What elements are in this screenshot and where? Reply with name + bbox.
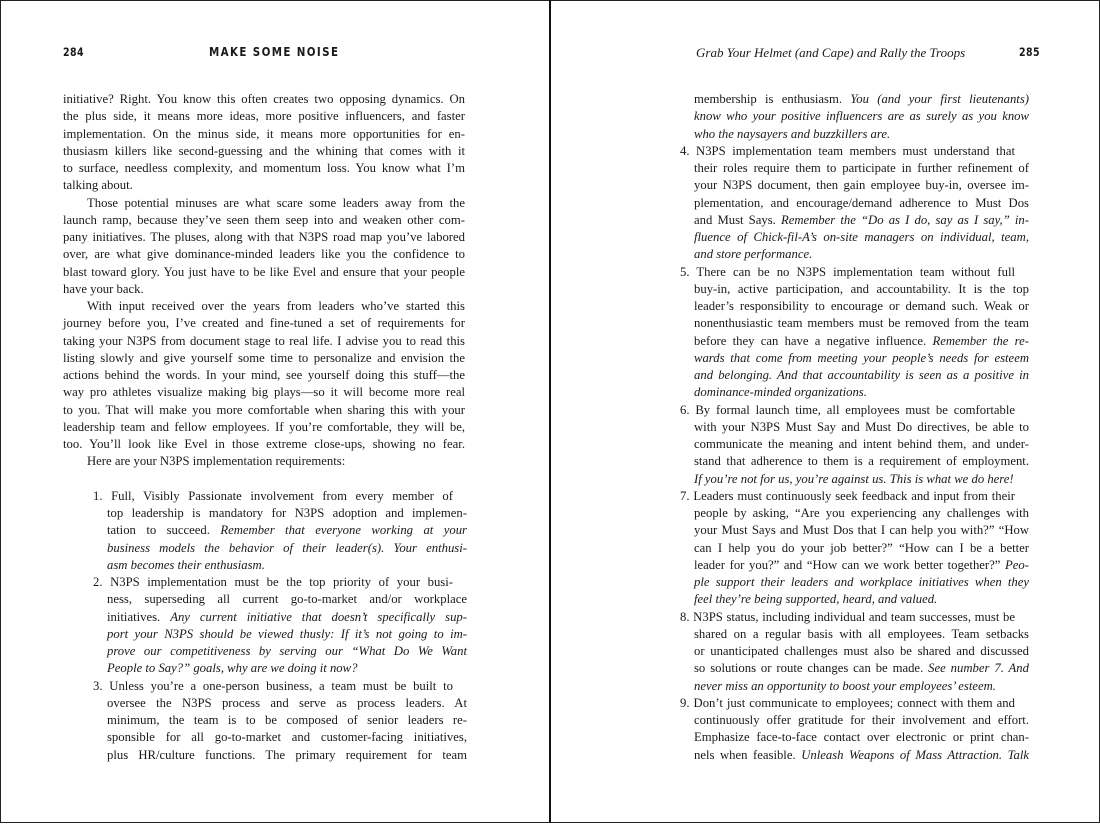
roman-text: communicate the meaning and intent behind them, and under- [694, 437, 1029, 451]
right-page [551, 0, 1100, 823]
text-line [680, 609, 1015, 626]
page-number-left: 284 [63, 45, 84, 59]
text-line [63, 229, 465, 246]
text-line [63, 436, 465, 453]
right-body-text [680, 91, 1030, 764]
text-line [680, 522, 1029, 539]
text-line [63, 126, 465, 143]
roman-text: initiative? Right. You know this often creates two opposing dynamics. On [63, 92, 465, 106]
text-line [63, 626, 467, 643]
roman-text: 3. Unless you’re a one-person business, a team must be built to [93, 678, 453, 693]
roman-text: Here are your N3PS implementation requirements: [87, 454, 346, 469]
roman-text: so solutions or route changes can be made. [694, 661, 929, 676]
text-line [63, 747, 467, 764]
text-line [63, 678, 453, 695]
roman-text: journey before you, I’ve created and fine-tuned a set of requirements for [63, 316, 465, 331]
roman-text: taking your N3PS from document stage to real life. I advise you to read this [63, 333, 465, 348]
italic-text: People to Say?” goals, why are we doing it now? [107, 661, 358, 676]
text-line [680, 712, 1029, 729]
text-line [63, 419, 465, 436]
italic-text: ple support their leaders and workplace initiatives when they [694, 575, 1029, 589]
roman-text: pany initiatives. The pluses, along with that N3PS road map you’ve labored [63, 230, 465, 244]
italic-text: asm becomes their enthusiasm. [107, 557, 265, 572]
italic-text: business models the behavior of their leader(s). Your enthusi- [107, 540, 467, 555]
roman-text: your N3PS document, then gain employee buy-in, oversee im- [694, 178, 1029, 193]
roman-text: with your N3PS Must Say and Must Do directives, be able to [694, 419, 1029, 434]
text-line [63, 591, 467, 608]
text-line [63, 281, 465, 298]
roman-text: have your back. [63, 281, 144, 296]
text-line [680, 678, 1029, 695]
italic-text: and belonging. And that accountability is seen as a positive in [694, 368, 1029, 382]
text-line [680, 574, 1029, 591]
text-line [680, 436, 1029, 453]
roman-text: nonenthusiastic team members must be removed from the team [694, 316, 1029, 331]
text-line [63, 660, 467, 677]
text-line [63, 298, 465, 315]
text-line [680, 729, 1029, 746]
text-line [63, 505, 467, 522]
roman-text: 9. Don’t just communicate to employees; connect with them and [680, 695, 1015, 710]
italic-text: See number 7. And [928, 661, 1029, 676]
text-line [680, 281, 1029, 298]
italic-text: fluence of Chick-fil-A’s on-site managers on individual, team, [694, 230, 1029, 244]
text-line [680, 246, 1029, 263]
text-line [680, 384, 1029, 401]
italic-text: Remember the “Do as I do, say as I say,” in- [780, 212, 1029, 227]
roman-text: stand that adherence to them is a requirement of employment. [694, 454, 1029, 469]
text-line [63, 540, 467, 557]
text-line [680, 660, 1029, 677]
text-line [63, 315, 465, 332]
italic-text: Unleash Weapons of Mass Attraction. Talk [801, 747, 1029, 762]
requirements-list-left [63, 488, 465, 764]
text-line [680, 471, 1029, 488]
italic-text: and store performance. [694, 247, 813, 262]
left-body-text [63, 91, 465, 764]
text-line [680, 229, 1029, 246]
roman-text: minimum, the team is to be composed of senior leaders re- [107, 713, 467, 727]
text-line [680, 160, 1029, 177]
text-line [680, 591, 1029, 608]
roman-text: thusiasm killers like second-guessing and the whining that comes with it [63, 143, 465, 158]
italic-text: You (and your first lieutenants) [850, 92, 1029, 106]
text-line [63, 350, 465, 367]
roman-text: 7. Leaders must continuously seek feedback and input from their [680, 488, 1015, 503]
roman-text: 6. By formal launch time, all employees must be comfortable [680, 402, 1015, 417]
roman-text: 1. Full, Visibly Passionate involvement from every member of [93, 488, 453, 503]
roman-text: Emphasize face-to-face contact over electronic or print chan- [694, 730, 1029, 745]
list-spacer [63, 471, 465, 488]
roman-text: 2. N3PS implementation must be the top priority of your busi- [93, 575, 453, 589]
roman-text: With input received over the years from leaders who’ve started this [87, 299, 465, 313]
text-line [63, 246, 465, 263]
left-page [0, 0, 549, 823]
roman-text: continuously offer gratitude for their involvement and effort. [694, 713, 1029, 727]
text-line [680, 540, 1029, 557]
text-line [63, 695, 467, 712]
roman-text: 4. N3PS implementation team members must understand that [680, 143, 1015, 158]
text-line [680, 333, 1029, 350]
italic-text: port your N3PS should be viewed thusly: If it’s not going to im- [107, 626, 467, 641]
italic-text: know who your positive influencers are as surely as you know [694, 109, 1029, 124]
roman-text: your Must Says and Must Dos that I can help you with?” “How [694, 523, 1029, 538]
roman-text: way pro athletes visualize making big plays—so it will become more real [63, 385, 465, 400]
text-line [63, 367, 465, 384]
text-line [680, 264, 1015, 281]
text-line [63, 488, 453, 505]
italic-text: feel they’re being supported, heard, and valued. [694, 592, 938, 607]
text-line [680, 419, 1029, 436]
text-line [680, 315, 1029, 332]
roman-text: 5. There can be no N3PS implementation team without full [680, 264, 1015, 279]
text-line [680, 402, 1015, 419]
text-line [63, 609, 467, 626]
text-line [63, 643, 467, 660]
roman-text: their roles require them to participate in further refinement of [694, 161, 1029, 175]
roman-text: implementation. On the minus side, it means more opportunities for en- [63, 126, 465, 141]
roman-text: top leadership is mandatory for N3PS adoption and implemen- [107, 506, 467, 520]
text-line [680, 195, 1029, 212]
italic-text: Remember that everyone working at your [220, 523, 467, 538]
text-line [63, 333, 465, 350]
roman-text: too. You’ll look like Evel in those extreme close-ups, showing no fear. [63, 437, 465, 451]
roman-text: blast toward glory. You just have to be like Evel and ensure that your people [63, 264, 465, 279]
roman-text: to surface, needless complexity, and momentum loss. You know what I’m [63, 161, 465, 175]
roman-text: 8. N3PS status, including individual and team successes, must be [680, 609, 1015, 624]
text-line [63, 712, 467, 729]
roman-text: initiatives. [107, 609, 171, 624]
roman-text: over, are what give dominance-minded leaders like you the confidence to [63, 247, 465, 262]
roman-text: and Must Says. [694, 212, 781, 227]
roman-text: plementation, and encourage/demand adherence to Must Dos [694, 195, 1029, 210]
roman-text: ness, superseding all current go-to-market and/or workplace [107, 592, 467, 607]
text-line [680, 695, 1015, 712]
roman-text: tation to succeed. [107, 523, 221, 538]
text-line [63, 557, 467, 574]
page-number-right: 285 [1019, 45, 1040, 59]
roman-text: talking about. [63, 178, 133, 193]
text-line [680, 643, 1029, 660]
italic-text: Remember the re- [932, 333, 1030, 348]
italic-text: who the naysayers and buzzkillers are. [694, 126, 891, 141]
italic-text: Any current initiative that doesn’t specifically sup- [170, 609, 467, 624]
text-line [680, 626, 1029, 643]
text-line [63, 160, 465, 177]
running-head-left: MAKE SOME NOISE [209, 45, 340, 59]
roman-text: to you. That will make you more comfortable when sharing this with your [63, 402, 465, 417]
text-line [63, 177, 465, 194]
italic-text: never miss an opportunity to boost your employees’ esteem. [694, 678, 996, 693]
text-line [680, 126, 1029, 143]
text-line [63, 522, 467, 539]
text-line [63, 195, 465, 212]
roman-text: actions behind the words. In your mind, see yourself doing this stuff—the [63, 368, 465, 382]
roman-text: people by asking, “Are you experiencing any challenges with [694, 506, 1029, 520]
text-line [63, 108, 465, 125]
italic-text: If you’re not for us, you’re against us. This is what we do here! [694, 471, 1014, 486]
text-line [680, 505, 1029, 522]
text-line [680, 143, 1015, 160]
text-line [680, 488, 1015, 505]
roman-text: leader for you?” and “How can we work better together?” [694, 557, 1006, 572]
text-line [680, 177, 1029, 194]
roman-text: leadership team and fellow employees. If you’re comfortable, they will be, [63, 419, 465, 434]
text-line [63, 453, 465, 470]
italic-text: dominance-minded organizations. [694, 385, 867, 400]
text-line [680, 747, 1029, 764]
roman-text: sponsible for all go-to-market and customer-facing initiatives, [107, 730, 467, 745]
text-line [680, 91, 1029, 108]
roman-text: nels when feasible. [694, 747, 802, 762]
roman-text: buy-in, active participation, and accountability. It is the top [694, 281, 1029, 296]
roman-text: the plus side, it means more ideas, more positive influencers, and faster [63, 109, 465, 124]
roman-text: listing slowly and give yourself some time to personalize and envision the [63, 350, 465, 365]
roman-text: before they can have a negative influence. [694, 333, 933, 348]
text-line [63, 384, 465, 401]
running-head-right: Grab Your Helmet (and Cape) and Rally the Troops [696, 45, 966, 60]
roman-text: can I help you do your job better?” “How can I be a better [694, 540, 1029, 555]
roman-text: membership is enthusiasm. [694, 92, 851, 106]
text-line [680, 108, 1029, 125]
text-line [680, 557, 1029, 574]
text-line [63, 264, 465, 281]
italic-text: prove our competitiveness by serving our “What Do We Want [107, 644, 467, 658]
roman-text: or unanticipated challenges must also be shared and discussed [694, 644, 1029, 658]
text-line [63, 574, 453, 591]
italic-text: Peo- [1005, 557, 1029, 572]
roman-text: launch ramp, because they’ve seen them seep into and weaken other com- [63, 212, 465, 227]
text-line [63, 729, 467, 746]
text-line [680, 453, 1029, 470]
text-line [63, 143, 465, 160]
text-line [63, 91, 465, 108]
italic-text: wards that come from meeting your people’s needs for esteem [694, 350, 1029, 365]
text-line [63, 212, 465, 229]
roman-text: leader’s responsibility to encourage or demand such. Weak or [694, 299, 1029, 313]
roman-text: plus HR/culture functions. The primary requirement for team [107, 747, 467, 762]
roman-text: oversee the N3PS process and serve as process leaders. At [107, 695, 467, 710]
text-line [680, 298, 1029, 315]
left-paragraphs [63, 91, 465, 471]
text-line [680, 350, 1029, 367]
roman-text: Those potential minuses are what scare some leaders away from the [87, 195, 465, 210]
requirements-list-right [680, 91, 1030, 764]
text-line [680, 367, 1029, 384]
text-line [63, 402, 465, 419]
text-line [680, 212, 1029, 229]
roman-text: shared on a regular basis with all employees. Team setbacks [694, 626, 1029, 641]
